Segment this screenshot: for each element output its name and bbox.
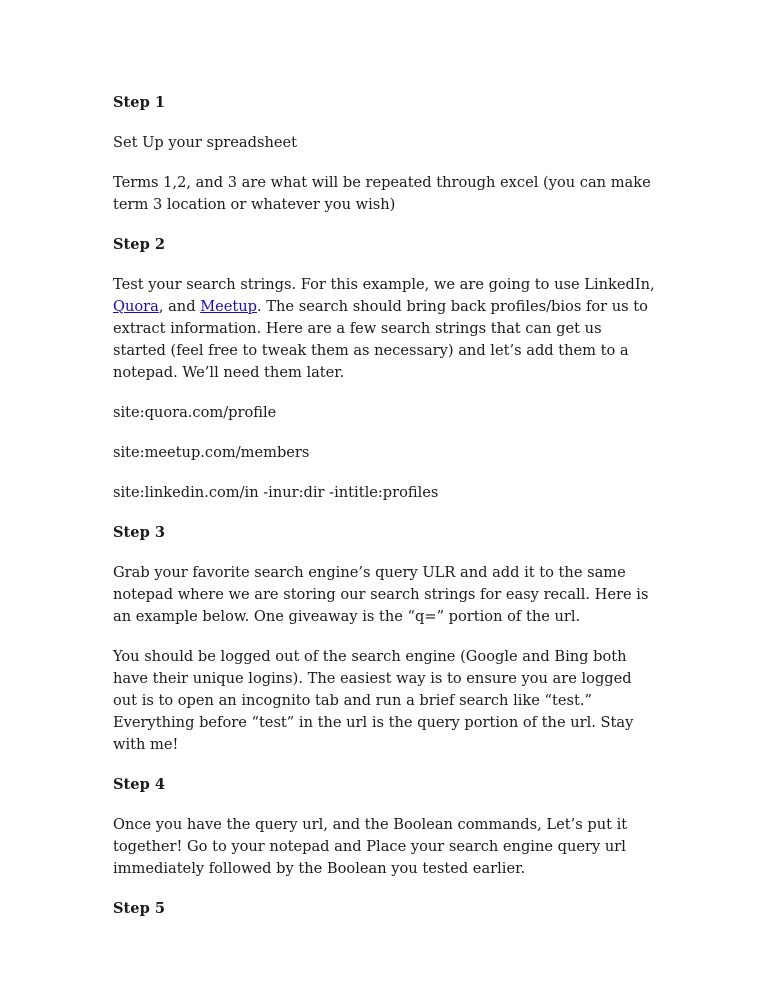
step-1-heading: Step 1: [113, 94, 166, 111]
step-3-paragraph-2: You should be logged out of the search engine (Google and Bing both have their unique logins). The easiest way is to ensure you are logged out is to open an incognito tab and run a brief search like “test.” Everything before “test” in the url is the query portion of the url. Stay with me!: [113, 648, 634, 753]
step-2-text-part-2: , and: [158, 298, 201, 315]
quora-link[interactable]: Quora: [113, 298, 159, 315]
step-5-heading: Step 5: [113, 900, 166, 917]
step-1-paragraph-1: Set Up your spreadsheet: [113, 134, 297, 151]
search-string-meetup: site:meetup.com/members: [113, 444, 310, 461]
step-1-paragraph-2: Terms 1,2, and 3 are what will be repeated through excel (you can make term 3 location or whatever you wish): [113, 174, 651, 213]
step-2-text-part-3: . The search should bring back profiles/bios for us to extract information. Here are a few search strings that can get us started (feel free to tweak them as necessary) and let’s add them to a notepad. We’ll need them later.: [113, 298, 648, 381]
step-3-paragraph-1: Grab your favorite search engine’s query ULR and add it to the same notepad where we are storing our search strings for easy recall. Here is an example below. One giveaway is the “q=” portion of the url.: [113, 564, 649, 625]
step-4-paragraph-1: Once you have the query url, and the Boolean commands, Let’s put it together! Go to your notepad and Place your search engine query url immediately followed by the Boolean you tested earlier.: [113, 816, 628, 877]
step-2-heading: Step 2: [113, 236, 166, 253]
step-2-paragraph-1: [113, 274, 658, 384]
step-3-heading: Step 3: [113, 524, 166, 541]
search-string-quora: site:quora.com/profile: [113, 404, 277, 421]
document-page: [113, 92, 658, 938]
meetup-link[interactable]: Meetup: [200, 298, 258, 315]
step-2-text-part-1: Test your search strings. For this example, we are going to use LinkedIn,: [113, 276, 655, 293]
step-4-heading: Step 4: [113, 776, 166, 793]
search-string-linkedin: site:linkedin.com/in -inur:dir -intitle:profiles: [113, 484, 439, 501]
